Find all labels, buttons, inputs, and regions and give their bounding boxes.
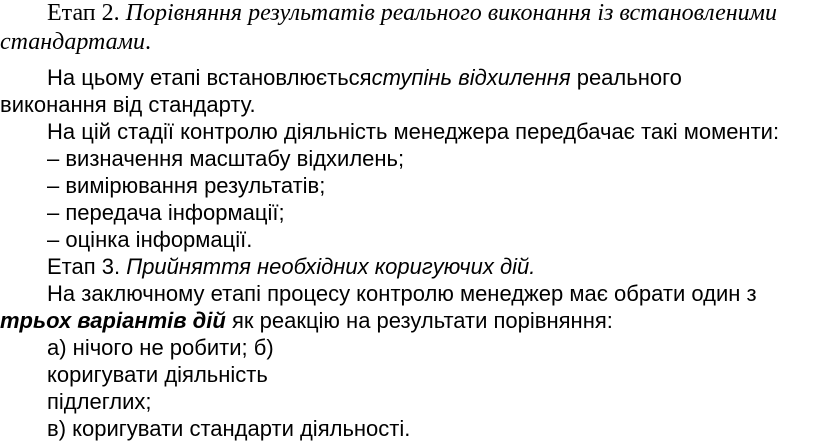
stage3-title: Прийняття необхідних коригуючих дій. [126, 254, 536, 279]
list-item: – визначення масштабу відхилень; [47, 146, 405, 171]
deviation-paragraph [47, 64, 682, 92]
stage2-heading [47, 0, 777, 27]
deviation-prefix: На цьому етапі встановлюється [47, 65, 372, 90]
deviation-term: ступінь відхилення [371, 65, 571, 90]
stage3-heading [47, 253, 535, 281]
option-line: в) коригувати стандарти діяльності. [47, 416, 411, 441]
final-line2-rest: як реакцію на результати порівняння: [225, 308, 613, 333]
option-line: а) нічого не робити; б) [47, 335, 274, 360]
stage2-heading-cont [0, 28, 151, 56]
stage2-title-end: . [144, 29, 151, 55]
list-item: – оцінка інформації. [47, 227, 253, 252]
list-item: – вимірювання результатів; [47, 173, 326, 198]
deviation-line2: виконання від стандарту. [0, 92, 256, 117]
final-term: трьох варіантів дій [0, 308, 226, 333]
moments-intro: На цій стадії контролю діяльність менеджера передбачає такі моменти: [47, 119, 780, 144]
stage3-label: Етап 3. [47, 254, 121, 279]
stage2-title-line2: стандартами [0, 29, 145, 55]
final-line2 [0, 307, 613, 335]
final-line1: На заключному етапі процесу контролю менеджер має обрати один з [47, 281, 757, 306]
option-line: підлеглих; [47, 389, 152, 414]
option-line: коригувати діяльність [47, 362, 268, 387]
list-item: – передача інформації; [47, 200, 285, 225]
stage2-title-line1: Порівняння результатів реального виконання із встановленими [125, 0, 777, 26]
deviation-suffix: реального [570, 65, 682, 90]
stage2-label: Етап 2. [47, 0, 120, 26]
